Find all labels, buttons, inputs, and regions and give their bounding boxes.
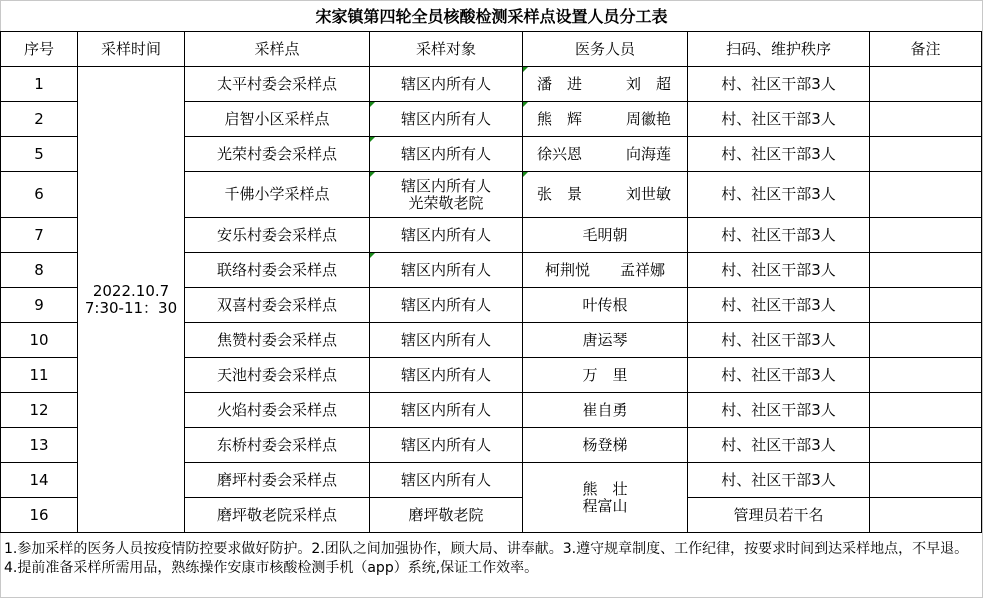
cell-target: 辖区内所有人: [370, 102, 523, 137]
cell-order: 村、社区干部3人: [688, 323, 870, 358]
cell-order: 管理员若干名: [688, 498, 870, 533]
cell-remark: [870, 288, 982, 323]
cell-order: 村、社区干部3人: [688, 172, 870, 218]
staff-name: 徐兴恩: [537, 144, 583, 163]
cell-order: 村、社区干部3人: [688, 428, 870, 463]
cell-staff: 万 里: [523, 358, 688, 393]
cell-staff: 叶传根: [523, 288, 688, 323]
cell-remark: [870, 253, 982, 288]
cell-order: 村、社区干部3人: [688, 358, 870, 393]
cell-target: 辖区内所有人: [370, 218, 523, 253]
cell-target: 辖区内所有人: [370, 288, 523, 323]
cell-remark: [870, 218, 982, 253]
cell-remark: [870, 102, 982, 137]
cell-remark: [870, 172, 982, 218]
staff-name: 刘世敏: [625, 185, 671, 203]
staff-name: 潘 进: [537, 74, 583, 93]
table-title: 宋家镇第四轮全员核酸检测采样点设置人员分工表: [315, 7, 668, 26]
header-time: 采样时间: [78, 32, 185, 67]
cell-order: 村、社区干部3人: [688, 102, 870, 137]
staff-name: 熊 辉: [537, 109, 583, 128]
cell-order: 村、社区干部3人: [688, 253, 870, 288]
header-remark: 备注: [870, 32, 982, 67]
staff-name: 熊 壮: [582, 479, 628, 498]
cell-no: 10: [1, 323, 78, 358]
staff-name: 程富山: [582, 496, 628, 515]
staff-name: 刘 超: [625, 74, 671, 93]
cell-site: 安乐村委会采样点: [185, 218, 370, 253]
cell-target: 辖区内所有人: [370, 428, 523, 463]
staff-name: 张 景: [537, 185, 583, 203]
cell-remark: [870, 137, 982, 172]
staff-name: 周徽艳: [625, 109, 671, 128]
header-site: 采样点: [185, 32, 370, 67]
cell-target: 辖区内所有人: [370, 137, 523, 172]
cell-no: 16: [1, 498, 78, 533]
cell-staff: [523, 67, 688, 102]
cell-no: 14: [1, 463, 78, 498]
cell-staff: 杨登梯: [523, 428, 688, 463]
cell-site: 火焰村委会采样点: [185, 393, 370, 428]
cell-order: 村、社区干部3人: [688, 67, 870, 102]
cell-staff: 柯荆悦 孟祥娜: [523, 253, 688, 288]
header-no: 序号: [1, 32, 78, 67]
table-row: [1, 67, 982, 102]
cell-site: 焦赞村委会采样点: [185, 323, 370, 358]
cell-no: 12: [1, 393, 78, 428]
cell-no: 8: [1, 253, 78, 288]
cell-target: 辖区内所有人: [370, 253, 523, 288]
target-line: 光荣敬老院: [408, 193, 484, 212]
staff-name: 向海莲: [625, 144, 671, 163]
notes-text: 1.参加采样的医务人员按疫情防控要求做好防护。2.团队之间加强协作，顾大局、讲奉献。3.遵守规章制度、工作纪律，按要求时间到达采样地点，不早退。4.提前准备采样所需用品，熟练操作安康市核酸检测手机（app）系统,保证工作效率。: [4, 541, 969, 576]
cell-remark: [870, 428, 982, 463]
cell-target: 磨坪敬老院: [370, 498, 523, 533]
header-order: 扫码、维护秩序: [688, 32, 870, 67]
cell-no: 6: [1, 172, 78, 218]
cell-staff: [523, 137, 688, 172]
cell-no: 13: [1, 428, 78, 463]
cell-remark: [870, 358, 982, 393]
cell-remark: [870, 67, 982, 102]
cell-site: 启智小区采样点: [185, 102, 370, 137]
sampling-hours: 7:30-11：30: [84, 298, 178, 317]
cell-staff: 毛明朝: [523, 218, 688, 253]
cell-site: 太平村委会采样点: [185, 67, 370, 102]
assignment-table: [0, 31, 982, 533]
cell-site: 磨坪村委会采样点: [185, 463, 370, 498]
cell-remark: [870, 393, 982, 428]
cell-remark: [870, 498, 982, 533]
cell-site: 东桥村委会采样点: [185, 428, 370, 463]
cell-staff: 唐运琴: [523, 323, 688, 358]
cell-no: 9: [1, 288, 78, 323]
cell-order: 村、社区干部3人: [688, 137, 870, 172]
cell-time: [78, 67, 185, 533]
cell-staff: [523, 172, 688, 218]
header-staff: 医务人员: [523, 32, 688, 67]
target-line: 辖区内所有人: [400, 176, 491, 195]
cell-no: 11: [1, 358, 78, 393]
cell-target: 辖区内所有人: [370, 463, 523, 498]
cell-no: 7: [1, 218, 78, 253]
cell-order: 村、社区干部3人: [688, 463, 870, 498]
cell-staff: [523, 102, 688, 137]
cell-remark: [870, 323, 982, 358]
cell-no: 5: [1, 137, 78, 172]
header-target: 采样对象: [370, 32, 523, 67]
cell-order: 村、社区干部3人: [688, 393, 870, 428]
cell-site: 联络村委会采样点: [185, 253, 370, 288]
cell-staff: 崔自勇: [523, 393, 688, 428]
cell-site: 双喜村委会采样点: [185, 288, 370, 323]
cell-site: 千佛小学采样点: [185, 172, 370, 218]
cell-site: 磨坪敬老院采样点: [185, 498, 370, 533]
cell-target: 辖区内所有人: [370, 67, 523, 102]
cell-no: 1: [1, 67, 78, 102]
cell-target: 辖区内所有人: [370, 393, 523, 428]
cell-target: [370, 172, 523, 218]
cell-target: 辖区内所有人: [370, 358, 523, 393]
cell-order: 村、社区干部3人: [688, 288, 870, 323]
cell-no: 2: [1, 102, 78, 137]
header-row: [1, 32, 982, 67]
cell-order: 村、社区干部3人: [688, 218, 870, 253]
cell-remark: [870, 463, 982, 498]
cell-site: 光荣村委会采样点: [185, 137, 370, 172]
cell-target: 辖区内所有人: [370, 323, 523, 358]
sampling-date: 2022.10.7: [92, 281, 170, 300]
cell-site: 天池村委会采样点: [185, 358, 370, 393]
cell-staff-merged: [523, 463, 688, 533]
